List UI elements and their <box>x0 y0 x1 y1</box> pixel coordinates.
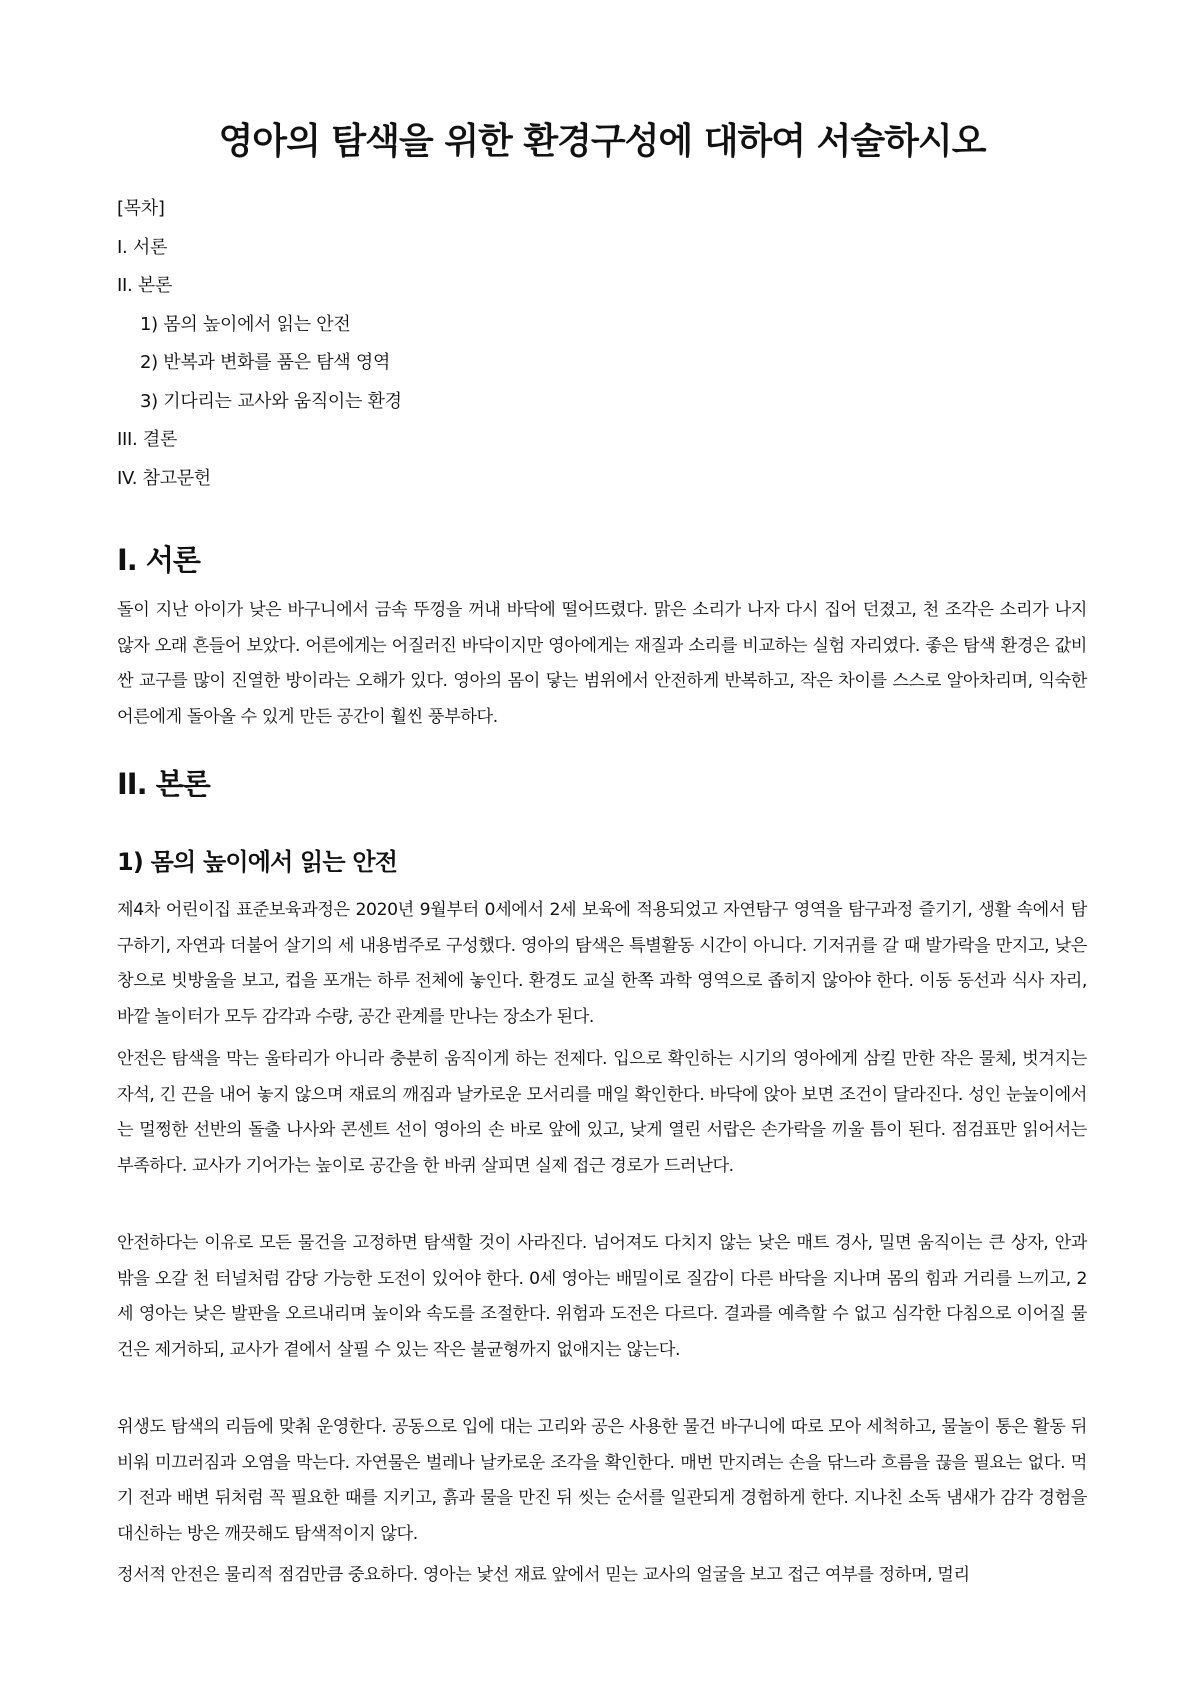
body-paragraph-1: 제4차 어린이집 표준보육과정은 2020년 9월부터 0세에서 2세 보육에 적용되었고 자연탐구 영역을 탐구과정 즐기기, 생활 속에서 탐구하기, 자연과 더불어 살기의 세 내용범주로 구성했다. 영아의 탐색은 특별활동 시간이 아니다. 기저귀를 갈 때 발가락을 만지고, 낮은 창으로 빗방울을 보고, 컵을 포개는 하루 전체에 놓인다. 환경도 교실 한쪽 과학 영역으로 좁히지 않아야 한다. 이동 동선과 식사 자리, 바깥 놀이터가 모두 감각과 수량, 공간 관계를 만나는 장소가 된다. <box>117 900 1087 1027</box>
subsection-heading-1: 1) 몸의 높이에서 읽는 안전 <box>117 848 398 876</box>
document-title: 영아의 탐색을 위한 환경구성에 대하여 서술하시오 <box>218 121 986 162</box>
body-paragraph-4: 위생도 탐색의 리듬에 맞춰 운영한다. 공동으로 입에 대는 고리와 공은 사용한 물건 바구니에 따로 모아 세척하고, 물놀이 통은 활동 뒤 비워 미끄러짐과 오염을 막는다. 자연물은 벌레나 날카로운 조각을 확인한다. 매번 만지려는 손을 닦느라 흐름을 끊을 필요는 없다. 먹기 전과 배변 뒤처럼 꼭 필요한 때를 지키고, 흙과 물을 만진 뒤 씻는 순서를 일관되게 경험하게 한다. 지나친 소독 냄새가 감각 경험을 대신하는 방은 깨끗해도 탐색적이지 않다. <box>117 1417 1087 1544</box>
intro-paragraph: 돌이 지난 아이가 낮은 바구니에서 금속 뚜껑을 꺼내 바닥에 떨어뜨렸다. 맑은 소리가 나자 다시 집어 던졌고, 천 조각은 소리가 나지 않자 오래 흔들어 보았다. 어른에게는 어질러진 바닥이지만 영아에게는 재질과 소리를 비교하는 실험 자리였다. 좋은 탐색 환경은 값비싼 교구를 많이 진열한 방이라는 오해가 있다. 영아의 몸이 닿는 범위에서 안전하게 반복하고, 작은 차이를 스스로 알아차리며, 익숙한 어른에게 돌아올 수 있게 만든 공간이 훨씬 풍부하다. <box>117 600 1087 727</box>
table-of-contents <box>117 190 1087 498</box>
toc-heading: [목차] <box>117 198 165 219</box>
toc-item-conclusion: III. 결론 <box>117 429 178 450</box>
body-paragraph-2: 안전은 탐색을 막는 울타리가 아니라 충분히 움직이게 하는 전제다. 입으로 확인하는 시기의 영아에게 삼킬 만한 작은 물체, 벗겨지는 자석, 긴 끈을 내어 놓지 않으며 재료의 깨짐과 날카로운 모서리를 매일 확인한다. 바닥에 앉아 보면 조건이 달라진다. 성인 눈높이에서는 멀쩡한 선반의 돌출 나사와 콘센트 선이 영아의 손 바로 앞에 있고, 낮게 열린 서랍은 손가락을 끼울 틈이 된다. 점검표만 읽어서는 부족하다. 교사가 기어가는 높이로 공간을 한 바퀴 살피면 실제 접근 경로가 드러난다. <box>117 1049 1087 1176</box>
toc-item-body-1: 1) 몸의 높이에서 읽는 안전 <box>140 313 351 335</box>
section-heading-intro: I. 서론 <box>117 543 200 577</box>
toc-item-body-2: 2) 반복과 변화를 품은 탐색 영역 <box>140 352 391 373</box>
body-paragraph-5: 정서적 안전은 물리적 점검만큼 중요하다. 영아는 낯선 재료 앞에서 믿는 교사의 얼굴을 보고 접근 여부를 정하며, 멀리 <box>117 1565 970 1585</box>
toc-item-body: II. 본론 <box>117 275 173 296</box>
toc-item-body-3: 3) 기다리는 교사와 움직이는 환경 <box>140 390 402 412</box>
section-heading-body: II. 본론 <box>117 767 210 801</box>
toc-item-references: IV. 참고문헌 <box>117 467 211 489</box>
body-paragraph-3: 안전하다는 이유로 모든 물건을 고정하면 탐색할 것이 사라진다. 넘어져도 다치지 않는 낮은 매트 경사, 밀면 움직이는 큰 상자, 안과 밖을 오갈 천 터널처럼 감당 가능한 도전이 있어야 한다. 0세 영아는 배밀이로 질감이 다른 바닥을 지나며 몸의 힘과 거리를 느끼고, 2세 영아는 낮은 발판을 오르내리며 높이와 속도를 조절한다. 위험과 도전은 다르다. 결과를 예측할 수 없고 심각한 다침으로 이어질 물건은 제거하되, 교사가 곁에서 살필 수 있는 작은 불균형까지 없애지는 않는다. <box>117 1233 1087 1360</box>
toc-item-intro: I. 서론 <box>117 236 168 258</box>
